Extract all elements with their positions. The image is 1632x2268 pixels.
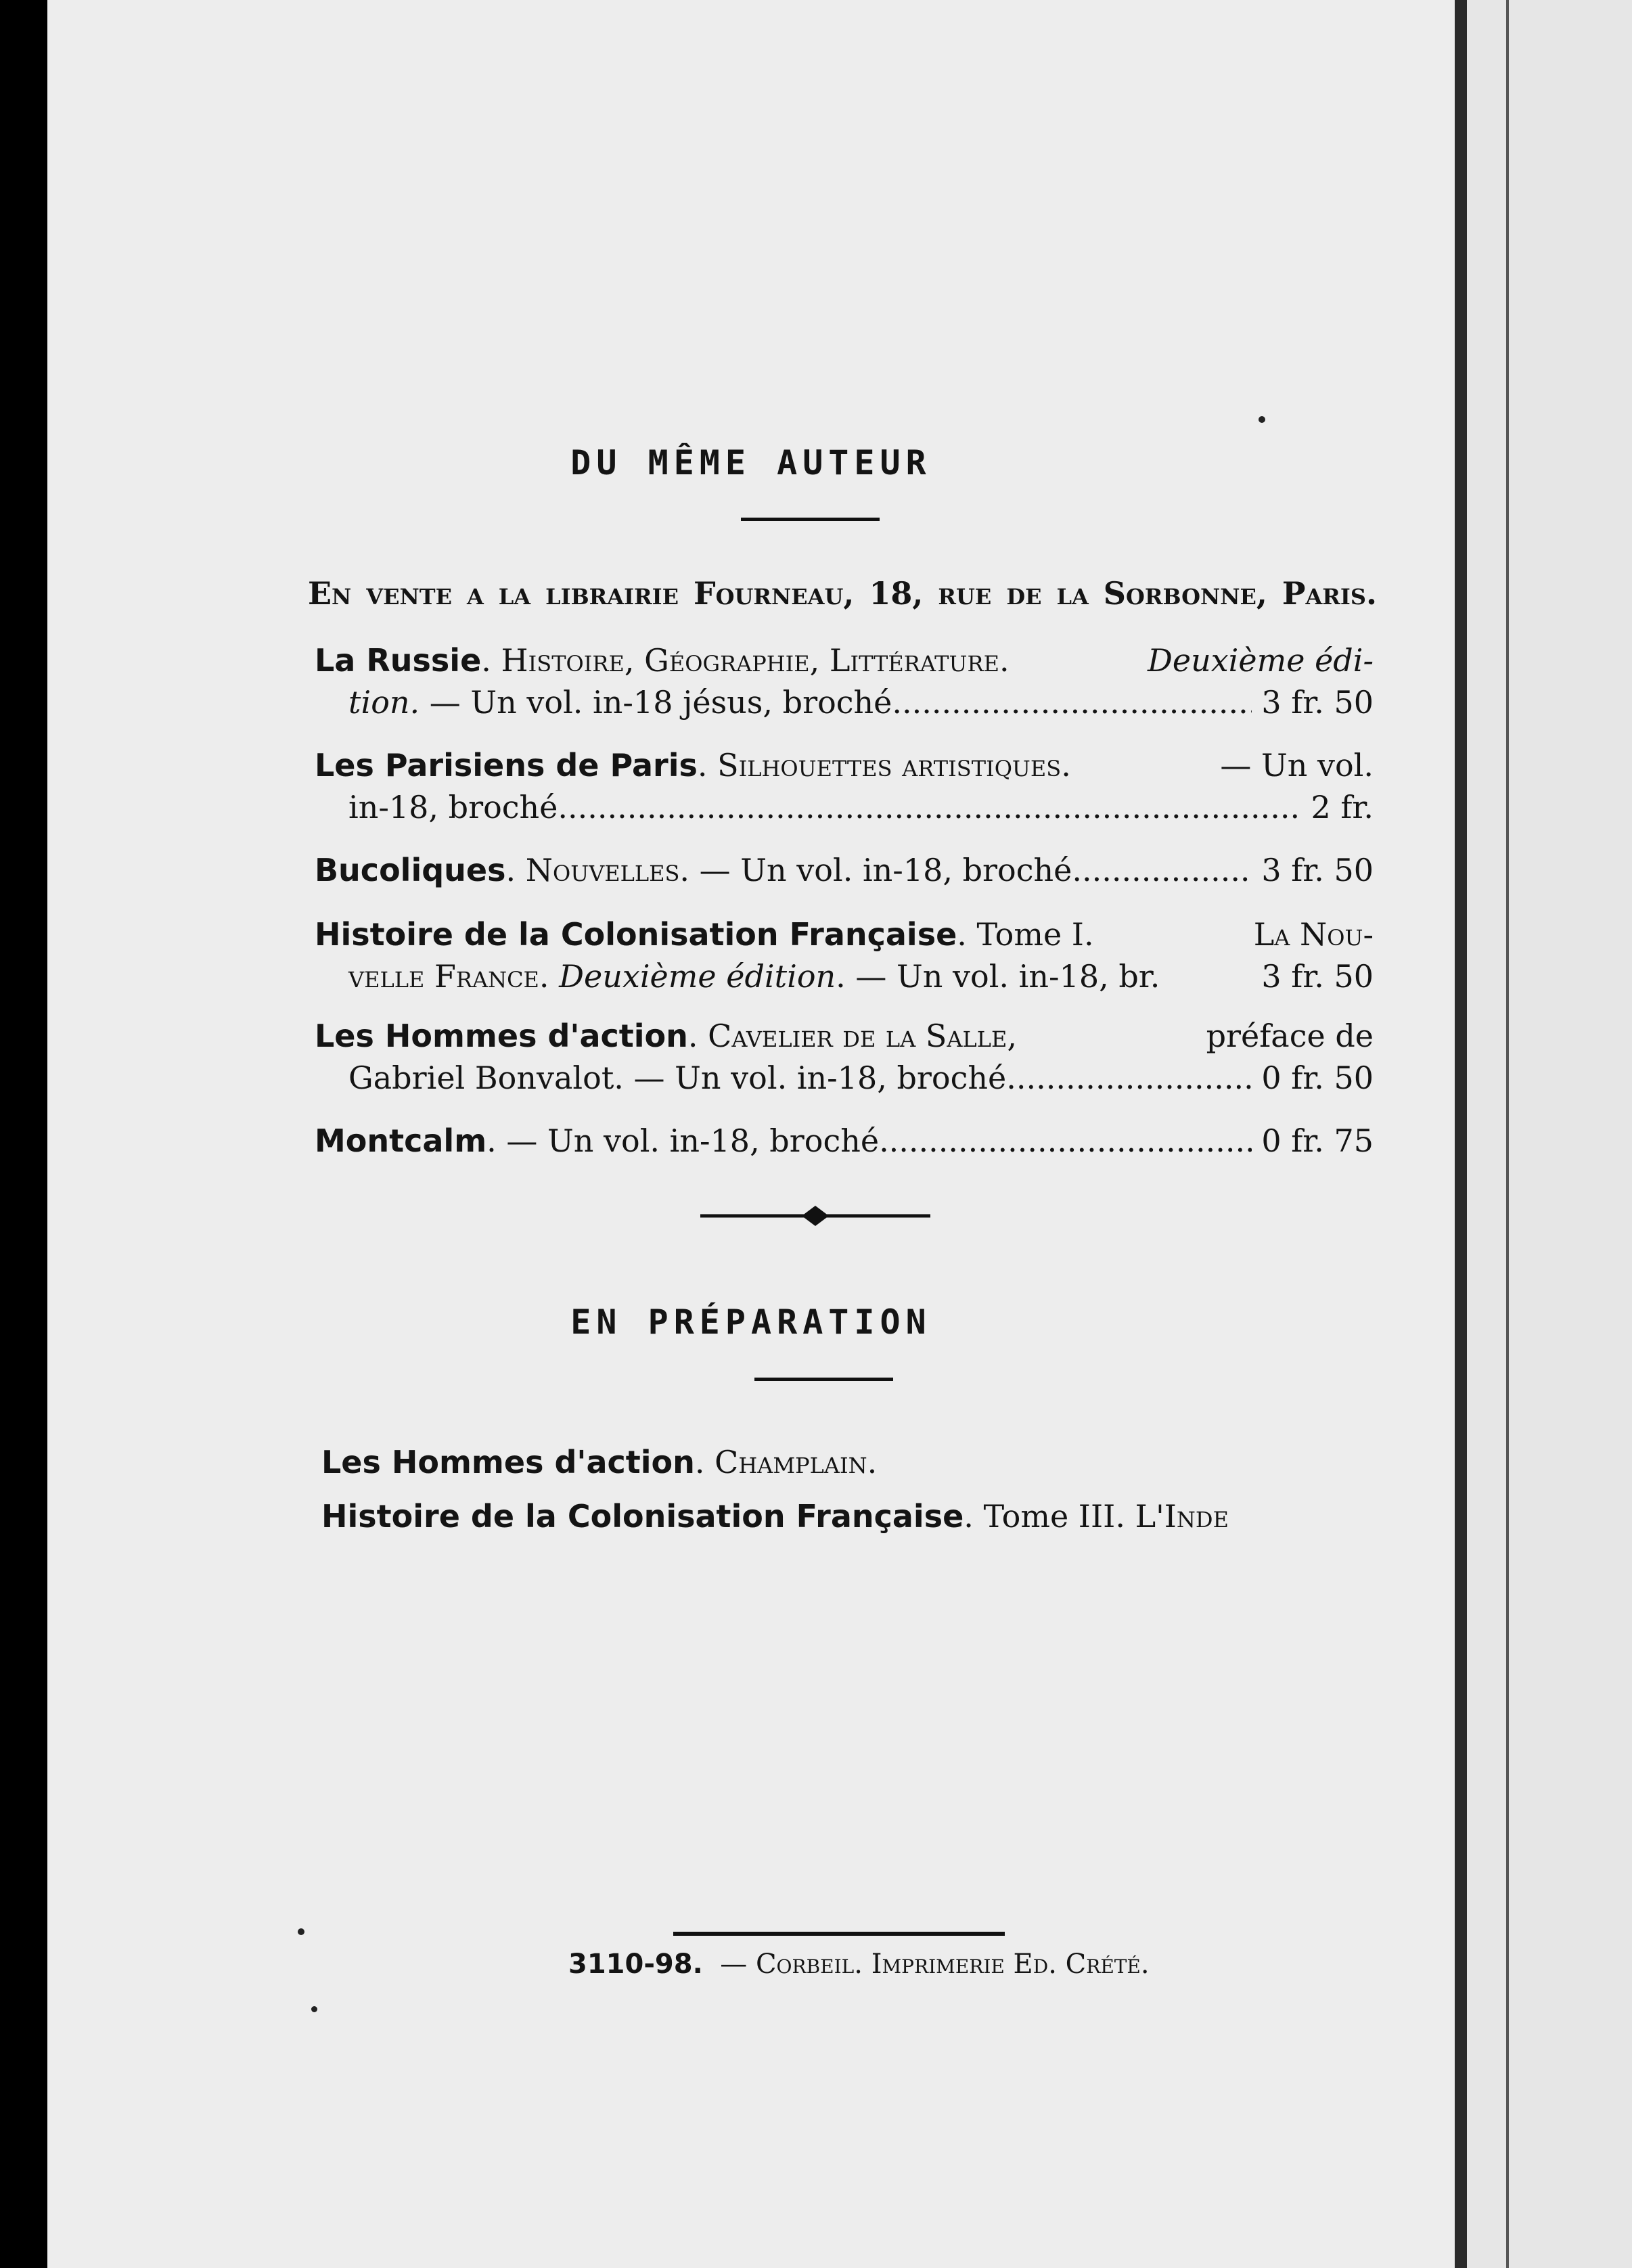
- book-price: 0 fr. 50: [1261, 1060, 1374, 1096]
- book-title: Les Parisiens de Paris: [315, 747, 698, 784]
- book-details-cont: Gabriel Bonvalot. — Un vol. in-18, broché: [348, 1060, 1007, 1096]
- print-speck: [298, 1928, 304, 1935]
- book-price: 3 fr. 50: [1261, 958, 1374, 995]
- book-subtitle: La Nou-: [1253, 916, 1374, 953]
- leader-dots: [879, 1120, 1252, 1162]
- leader-dots: [892, 681, 1252, 723]
- heading-rule: [754, 1378, 893, 1381]
- book-entry-montcalm: Montcalm . — Un vol. in-18, broché ..... 0 fr. 75: [315, 1120, 1374, 1162]
- ornament-divider: [700, 1199, 930, 1233]
- book-title: La Russie: [315, 642, 482, 679]
- leader-dots: [1006, 1057, 1252, 1099]
- book-entry-bucoliques: Bucoliques . Nouvelles . — Un vol. in-18, broché ..... 3 fr. 50: [315, 849, 1374, 891]
- prep-subtitle: Champlain.: [715, 1444, 878, 1480]
- book-title: Histoire de la Colonisation Française: [315, 916, 957, 953]
- colophon-rule: [673, 1932, 1005, 1936]
- book-edition: Deuxième édi-: [1148, 642, 1374, 679]
- book-title: Montcalm: [315, 1122, 487, 1159]
- book-entry-colonisation: Histoire de la Colonisation Française . Tome I. La Nou- velle France . Deuxième édition . — Un vol. in-18, br. 3 fr. 50: [315, 913, 1374, 997]
- book-subtitle: Silhouettes artistiques: [717, 747, 1062, 784]
- book-details: — Un vol. in-18, broché: [699, 852, 1072, 888]
- book-page: [47, 0, 1455, 2268]
- book-entry-hommes-action: Les Hommes d'action . Cavelier de la Salle , préface de Gabriel Bonvalot. — Un vol. in-18, broché ..... 0 fr. 50: [315, 1015, 1374, 1099]
- leader-dots: [1072, 849, 1252, 891]
- book-details: — Un vol. in-18 jésus, broché: [429, 684, 892, 721]
- print-speck: [311, 2006, 317, 2012]
- book-details: — Un vol. in-18, broché: [506, 1122, 880, 1159]
- same-author-heading: DU MÊME AUTEUR: [570, 443, 932, 482]
- book-subtitle-cont: velle France: [348, 958, 539, 995]
- book-subtitle: Nouvelles: [525, 852, 680, 888]
- book-details: préface de: [1206, 1018, 1374, 1054]
- book-price: 0 fr. 75: [1261, 1122, 1374, 1159]
- book-price: 3 fr. 50: [1261, 852, 1374, 888]
- publisher-line: En vente a la librairie Fourneau, 18, rue de la Sorbonne, Paris.: [308, 575, 1377, 612]
- book-edition: Deuxième édition: [559, 958, 836, 995]
- colophon-text: — Corbeil. Imprimerie Ed. Crété.: [720, 1949, 1150, 1980]
- colophon-number: 3110-98.: [568, 1949, 703, 1980]
- book-edition-cont: tion.: [348, 684, 420, 721]
- prep-item-colonisation: Histoire de la Colonisation Française . Tome III. L'Inde: [321, 1495, 1380, 1537]
- book-subtitle: Cavelier de la Salle: [708, 1018, 1007, 1054]
- book-details: — Un vol.: [1220, 747, 1374, 784]
- book-price: 3 fr. 50: [1261, 684, 1374, 721]
- book-title: Les Hommes d'action: [315, 1018, 688, 1054]
- in-preparation-heading: EN PRÉPARATION: [570, 1302, 932, 1342]
- prep-item-hommes-action: Les Hommes d'action . Champlain.: [321, 1441, 1380, 1483]
- book-title: Bucoliques: [315, 852, 506, 888]
- heading-rule: [741, 518, 880, 521]
- print-speck: [1259, 416, 1265, 423]
- book-price: 2 fr.: [1311, 789, 1374, 825]
- prep-tome: Tome III.: [983, 1498, 1125, 1535]
- book-entry-parisiens: Les Parisiens de Paris . Silhouettes artistiques . — Un vol. in-18, broché ..... 2 fr.: [315, 744, 1374, 828]
- book-subtitle: Histoire, Géographie, Littérature: [501, 642, 999, 679]
- book-entry-la-russie: La Russie . Histoire, Géographie, Littérature . Deuxième édi- tion. — Un vol. in-18 jésus, broché ..... 3 fr. 50: [315, 639, 1374, 723]
- colophon: [568, 1949, 1150, 1980]
- book-details: — Un vol. in-18, br.: [855, 958, 1160, 995]
- prep-title: Les Hommes d'action: [321, 1444, 695, 1480]
- leader-dots: [558, 786, 1301, 828]
- book-spine-edge: [1455, 0, 1632, 2268]
- prep-title: Histoire de la Colonisation Française: [321, 1498, 964, 1535]
- prep-subtitle: L'Inde: [1135, 1498, 1229, 1535]
- book-details-cont: in-18, broché: [348, 789, 558, 825]
- book-tome: Tome I.: [976, 916, 1094, 953]
